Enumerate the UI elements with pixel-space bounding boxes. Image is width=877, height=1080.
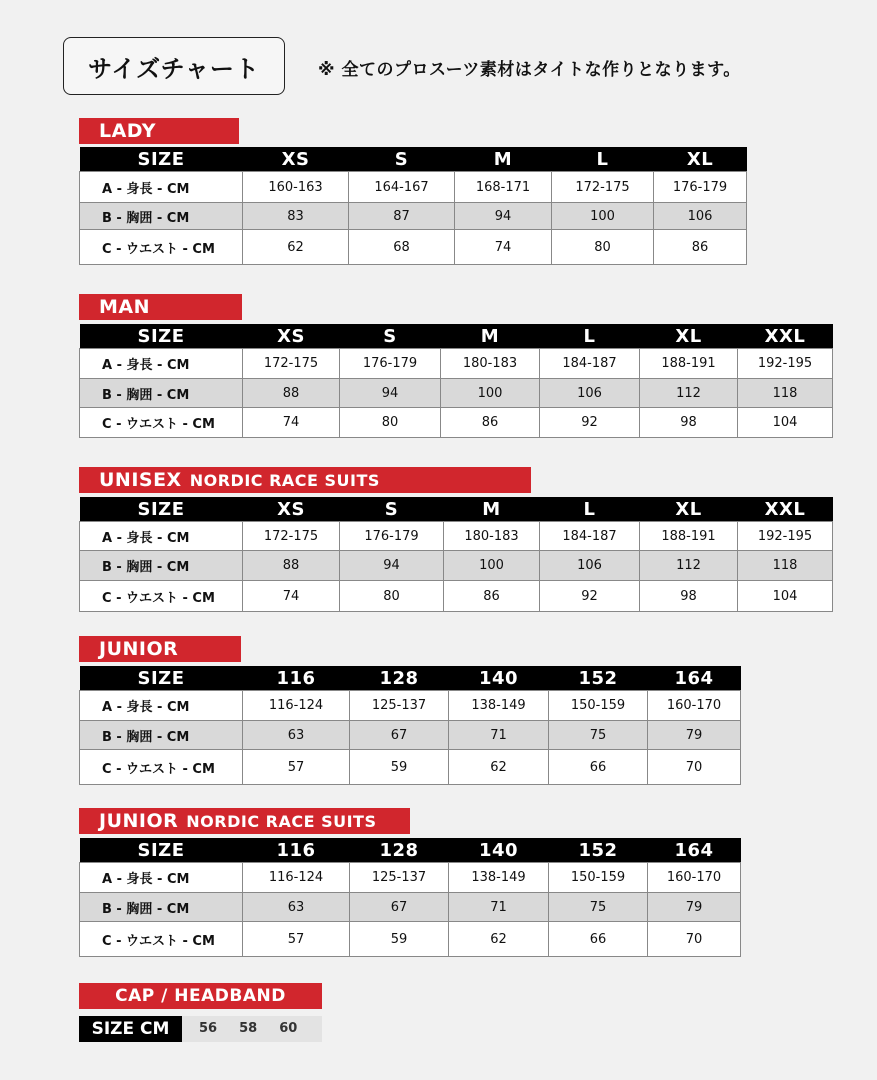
measurement-label: B - 胸囲 - CM (80, 379, 243, 408)
fit-note: ※ 全てのプロスーツ素材はタイトな作りとなります。 (318, 60, 741, 80)
size-header-cell: SIZE (80, 838, 243, 863)
measurement-value: 176-179 (654, 172, 747, 203)
measurement-value: 150-159 (549, 691, 648, 721)
measurement-label: C - ウエスト - CM (80, 922, 243, 957)
measurement-value: 57 (243, 750, 350, 785)
measurement-value: 74 (243, 581, 340, 612)
cap-size-value: 60 (279, 1021, 298, 1036)
size-column-header: 140 (449, 666, 549, 691)
size-column-header: 164 (648, 838, 741, 863)
measurement-row (80, 721, 741, 750)
measurement-value: 88 (243, 551, 340, 581)
measurement-value: 180-183 (441, 349, 540, 379)
measurement-value: 62 (449, 922, 549, 957)
measurement-value: 57 (243, 922, 350, 957)
measurement-value: 112 (640, 379, 738, 408)
measurement-value: 100 (441, 379, 540, 408)
size-column-header: S (340, 324, 441, 349)
size-column-header: 140 (449, 838, 549, 863)
size-column-header: L (552, 147, 654, 172)
measurement-value: 68 (349, 230, 455, 265)
size-column-header: 128 (350, 666, 449, 691)
measurement-value: 70 (648, 922, 741, 957)
size-column-header: XXL (738, 497, 833, 522)
size-column-header: XS (243, 147, 349, 172)
measurement-value: 180-183 (444, 522, 540, 551)
measurement-value: 104 (738, 408, 833, 438)
cap-headband-label: CAP / HEADBAND (79, 983, 322, 1009)
measurement-value: 150-159 (549, 863, 648, 893)
measurement-value: 116-124 (243, 863, 350, 893)
section-label-main: JUNIOR (99, 810, 179, 832)
measurement-value: 118 (738, 551, 833, 581)
size-column-header: 152 (549, 838, 648, 863)
measurement-value: 62 (449, 750, 549, 785)
measurement-value: 63 (243, 721, 350, 750)
measurement-value: 74 (243, 408, 340, 438)
measurement-value: 192-195 (738, 522, 833, 551)
measurement-row (80, 172, 747, 203)
measurement-value: 87 (349, 203, 455, 230)
measurement-value: 80 (552, 230, 654, 265)
measurement-value: 172-175 (243, 522, 340, 551)
cap-size-value: 58 (239, 1021, 258, 1036)
size-column-header: 164 (648, 666, 741, 691)
size-table (79, 497, 833, 612)
measurement-label: C - ウエスト - CM (80, 408, 243, 438)
measurement-value: 63 (243, 893, 350, 922)
measurement-value: 172-175 (243, 349, 340, 379)
measurement-value: 75 (549, 721, 648, 750)
measurement-value: 62 (243, 230, 349, 265)
size-column-header: 116 (243, 666, 350, 691)
measurement-row (80, 203, 747, 230)
measurement-value: 92 (540, 581, 640, 612)
section-label-main: JUNIOR (99, 638, 179, 660)
section-label (79, 636, 241, 662)
measurement-value: 86 (441, 408, 540, 438)
measurement-row (80, 408, 833, 438)
measurement-value: 86 (444, 581, 540, 612)
measurement-value: 106 (540, 551, 640, 581)
page-title: サイズチャート (63, 37, 285, 95)
size-table (79, 666, 741, 785)
measurement-row (80, 691, 741, 721)
measurement-value: 75 (549, 893, 648, 922)
measurement-value: 160-170 (648, 863, 741, 893)
measurement-label: C - ウエスト - CM (80, 230, 243, 265)
size-column-header: 128 (350, 838, 449, 863)
measurement-value: 104 (738, 581, 833, 612)
section-label (79, 118, 239, 144)
measurement-value: 80 (340, 581, 444, 612)
section-label (79, 467, 531, 493)
size-column-header: XL (640, 324, 738, 349)
measurement-value: 92 (540, 408, 640, 438)
measurement-value: 100 (444, 551, 540, 581)
measurement-value: 98 (640, 581, 738, 612)
size-column-header: XL (640, 497, 738, 522)
measurement-label: A - 身長 - CM (80, 691, 243, 721)
measurement-label: A - 身長 - CM (80, 863, 243, 893)
measurement-value: 94 (340, 379, 441, 408)
section-label-main: LADY (99, 120, 156, 142)
size-column-header: M (455, 147, 552, 172)
size-column-header: XS (243, 324, 340, 349)
measurement-row (80, 863, 741, 893)
measurement-value: 192-195 (738, 349, 833, 379)
measurement-value: 138-149 (449, 691, 549, 721)
measurement-value: 79 (648, 893, 741, 922)
size-table (79, 147, 747, 265)
cap-size-values (182, 1016, 322, 1042)
measurement-value: 106 (654, 203, 747, 230)
measurement-value: 59 (350, 922, 449, 957)
measurement-value: 116-124 (243, 691, 350, 721)
size-header-cell: SIZE (80, 147, 243, 172)
measurement-value: 86 (654, 230, 747, 265)
size-header-cell: SIZE (80, 666, 243, 691)
size-column-header: S (340, 497, 444, 522)
size-column-header: XXL (738, 324, 833, 349)
measurement-value: 79 (648, 721, 741, 750)
measurement-value: 138-149 (449, 863, 549, 893)
measurement-label: B - 胸囲 - CM (80, 893, 243, 922)
measurement-value: 172-175 (552, 172, 654, 203)
size-column-header: XS (243, 497, 340, 522)
measurement-value: 125-137 (350, 863, 449, 893)
measurement-row (80, 581, 833, 612)
section-label-sub: NORDIC RACE SUITS (186, 812, 377, 831)
section-label (79, 294, 242, 320)
section-label-main: MAN (99, 296, 151, 318)
measurement-value: 106 (540, 379, 640, 408)
size-header-cell: SIZE (80, 497, 243, 522)
size-column-header: L (540, 324, 640, 349)
measurement-value: 71 (449, 893, 549, 922)
measurement-value: 94 (455, 203, 552, 230)
cap-size-key: SIZE CM (79, 1016, 182, 1042)
measurement-value: 164-167 (349, 172, 455, 203)
measurement-value: 67 (350, 893, 449, 922)
size-column-header: L (540, 497, 640, 522)
measurement-value: 88 (243, 379, 340, 408)
size-table (79, 838, 741, 957)
measurement-label: A - 身長 - CM (80, 522, 243, 551)
measurement-value: 74 (455, 230, 552, 265)
measurement-value: 160-170 (648, 691, 741, 721)
measurement-value: 184-187 (540, 349, 640, 379)
measurement-label: A - 身長 - CM (80, 172, 243, 203)
size-column-header: XL (654, 147, 747, 172)
measurement-label: C - ウエスト - CM (80, 581, 243, 612)
measurement-value: 176-179 (340, 349, 441, 379)
measurement-value: 70 (648, 750, 741, 785)
measurement-value: 168-171 (455, 172, 552, 203)
measurement-value: 125-137 (350, 691, 449, 721)
measurement-value: 80 (340, 408, 441, 438)
measurement-value: 112 (640, 551, 738, 581)
measurement-label: C - ウエスト - CM (80, 750, 243, 785)
measurement-value: 71 (449, 721, 549, 750)
cap-size-value: 56 (199, 1021, 218, 1036)
measurement-value: 98 (640, 408, 738, 438)
measurement-row (80, 922, 741, 957)
size-header-cell: SIZE (80, 324, 243, 349)
measurement-value: 188-191 (640, 522, 738, 551)
measurement-value: 160-163 (243, 172, 349, 203)
measurement-value: 66 (549, 750, 648, 785)
measurement-value: 184-187 (540, 522, 640, 551)
section-label-sub: NORDIC RACE SUITS (189, 471, 380, 490)
measurement-label: B - 胸囲 - CM (80, 721, 243, 750)
size-table (79, 324, 833, 438)
size-column-header: M (444, 497, 540, 522)
measurement-label: B - 胸囲 - CM (80, 203, 243, 230)
measurement-label: B - 胸囲 - CM (80, 551, 243, 581)
size-column-header: 116 (243, 838, 350, 863)
measurement-label: A - 身長 - CM (80, 349, 243, 379)
measurement-value: 66 (549, 922, 648, 957)
measurement-value: 176-179 (340, 522, 444, 551)
measurement-value: 188-191 (640, 349, 738, 379)
measurement-row (80, 230, 747, 265)
section-label-main: UNISEX (99, 469, 182, 491)
size-column-header: M (441, 324, 540, 349)
size-column-header: S (349, 147, 455, 172)
section-label (79, 808, 410, 834)
measurement-row (80, 893, 741, 922)
measurement-row (80, 522, 833, 551)
measurement-row (80, 551, 833, 581)
measurement-value: 67 (350, 721, 449, 750)
measurement-value: 118 (738, 379, 833, 408)
measurement-value: 83 (243, 203, 349, 230)
measurement-value: 100 (552, 203, 654, 230)
measurement-value: 94 (340, 551, 444, 581)
measurement-row (80, 379, 833, 408)
measurement-value: 59 (350, 750, 449, 785)
size-column-header: 152 (549, 666, 648, 691)
measurement-row (80, 349, 833, 379)
measurement-row (80, 750, 741, 785)
